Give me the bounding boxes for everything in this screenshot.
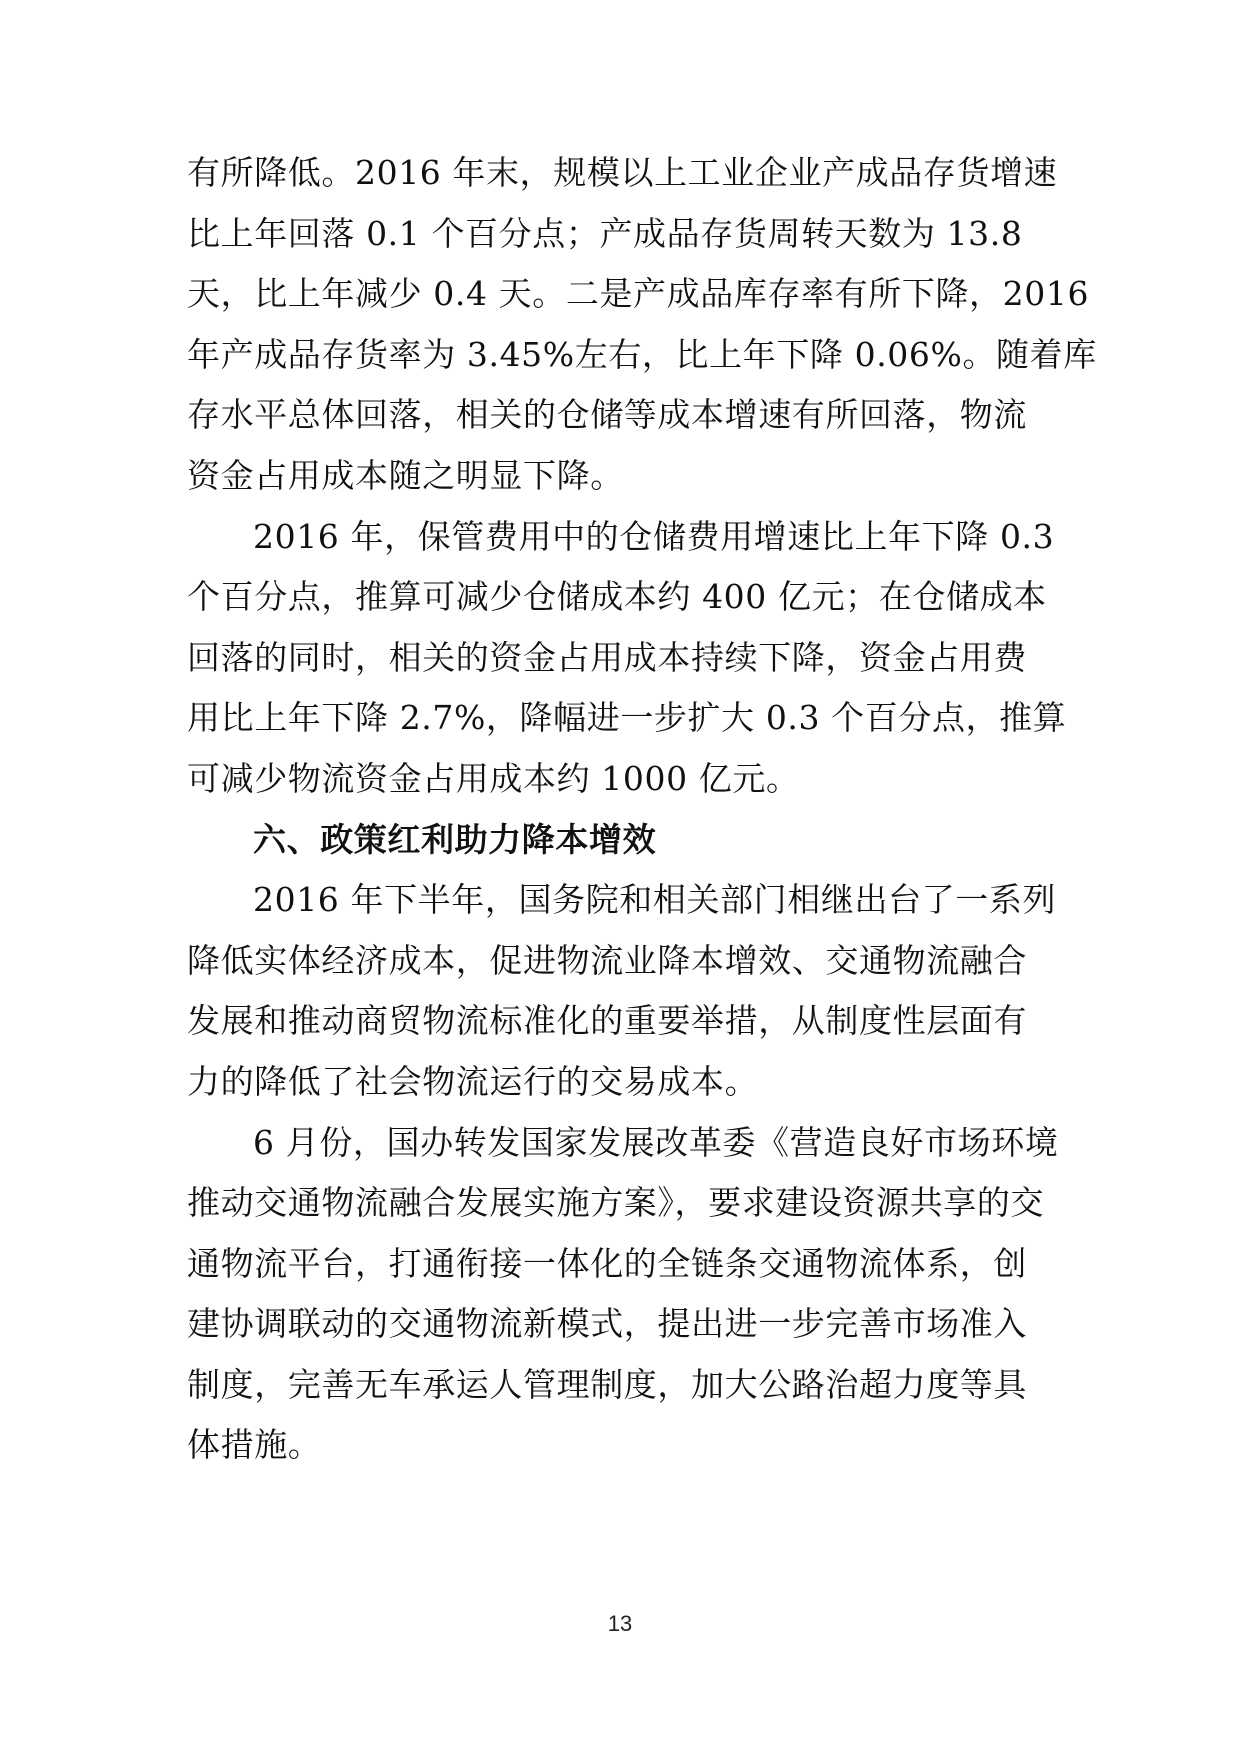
paragraph-line: 2016 年，保管费用中的仓储费用增速比上年下降 0.3 [253, 516, 1055, 556]
section-heading: 六、政策红利助力降本增效 [253, 819, 657, 859]
paragraph-line: 存水平总体回落，相关的仓储等成本增速有所回落，物流 [187, 395, 1027, 435]
paragraph-line: 有所降低。2016 年末，规模以上工业企业产成品存货增速 [187, 153, 1058, 192]
paragraph-line: 建协调联动的交通物流新模式，提出进一步完善市场准入 [187, 1304, 1027, 1344]
page-number: 13 [607, 1611, 633, 1636]
paragraph-line: 力的降低了社会物流运行的交易成本。 [187, 1061, 759, 1101]
paragraph-line: 制度，完善无车承运人管理制度，加大公路治超力度等具 [187, 1364, 1027, 1404]
paragraph-line: 用比上年下降 2.7%，降幅进一步扩大 0.3 个百分点，推算 [187, 698, 1067, 738]
paragraph-line: 2016 年下半年，国务院和相关部门相继出台了一系列 [253, 880, 1057, 920]
paragraph-line: 年产成品存货率为 3.45%左右，比上年下降 0.06%。随着库 [187, 334, 1097, 374]
paragraph-line: 推动交通物流融合发展实施方案》，要求建设资源共享的交 [187, 1183, 1045, 1223]
paragraph-line: 体措施。 [187, 1425, 322, 1465]
paragraph-line: 可减少物流资金占用成本约 1000 亿元。 [187, 758, 800, 798]
paragraph-line: 发展和推动商贸物流标准化的重要举措，从制度性层面有 [187, 1001, 1027, 1041]
paragraph-line: 回落的同时，相关的资金占用成本持续下降，资金占用费 [187, 637, 1027, 677]
document-body [187, 143, 1097, 1476]
paragraph-line: 个百分点，推算可减少仓储成本约 400 亿元；在仓储成本 [187, 577, 1047, 617]
paragraph-line: 降低实体经济成本，促进物流业降本增效、交通物流融合 [187, 940, 1027, 980]
paragraph-line: 资金占用成本随之明显下降。 [187, 455, 624, 495]
paragraph-line: 比上年回落 0.1 个百分点；产成品存货周转天数为 13.8 [187, 213, 1023, 253]
paragraph-line: 6 月份，国办转发国家发展改革委《营造良好市场环境 [253, 1122, 1059, 1162]
paragraph-line: 天，比上年减少 0.4 天。二是产成品库存率有所下降，2016 [187, 274, 1090, 314]
paragraph-line: 通物流平台，打通衔接一体化的全链条交通物流体系，创 [187, 1243, 1027, 1283]
